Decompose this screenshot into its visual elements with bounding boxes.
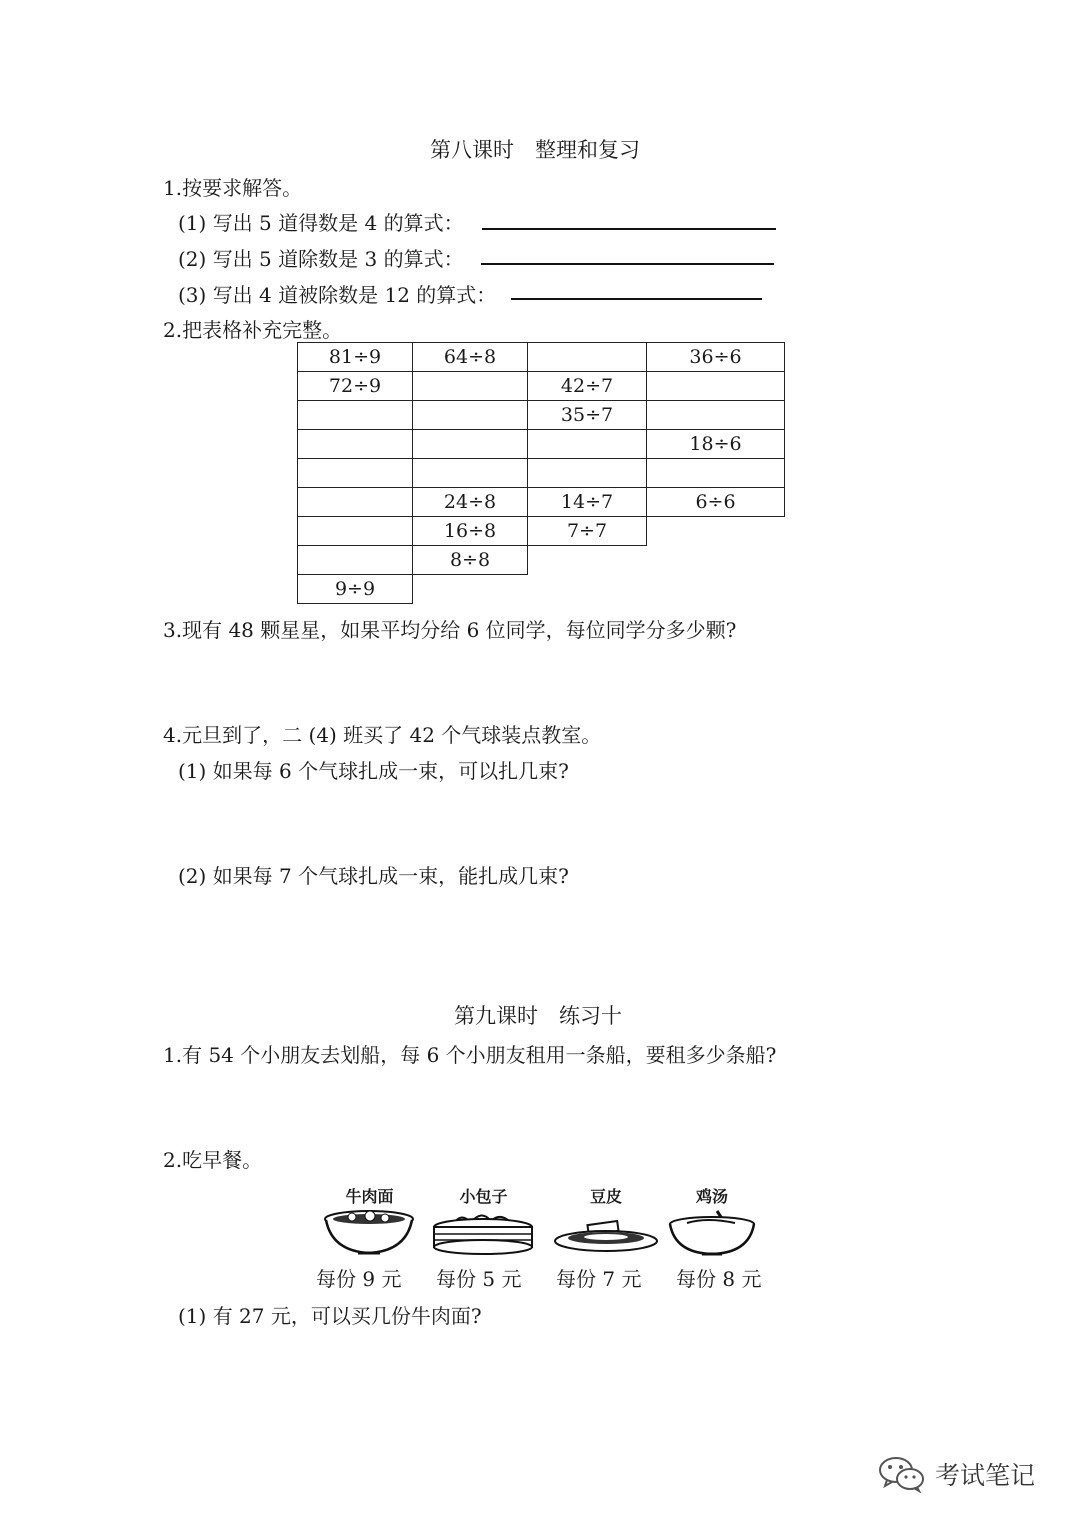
section9-title: 第九课时 练习十 bbox=[454, 1004, 622, 1028]
q4-part2: (2) 如果每 7 个气球扎成一束，能扎成几束? bbox=[178, 864, 569, 888]
table-row bbox=[298, 430, 785, 459]
food-chicken-soup bbox=[667, 1184, 757, 1261]
table-cell-blank[interactable] bbox=[298, 517, 413, 546]
table-cell: 8÷8 bbox=[413, 546, 528, 575]
q1-part3: (3) 写出 4 道被除数是 12 的算式： bbox=[178, 283, 497, 307]
price-beef-noodles: 每份 9 元 bbox=[316, 1267, 402, 1291]
table-cell: 35÷7 bbox=[528, 401, 647, 430]
table-cell: 72÷9 bbox=[298, 372, 413, 401]
table-empty-space bbox=[647, 546, 785, 575]
soup-bowl-icon bbox=[667, 1207, 757, 1257]
table-row bbox=[298, 372, 785, 401]
table-cell: 6÷6 bbox=[647, 488, 785, 517]
food-name: 豆皮 bbox=[589, 1187, 622, 1206]
table-empty-space bbox=[647, 575, 785, 604]
answer-blank-3[interactable] bbox=[511, 298, 762, 300]
table-row bbox=[298, 459, 785, 488]
table-cell-blank[interactable] bbox=[413, 401, 528, 430]
food-name: 小包子 bbox=[459, 1187, 508, 1206]
table-row bbox=[298, 546, 785, 575]
table-cell-blank[interactable] bbox=[298, 430, 413, 459]
table-cell: 36÷6 bbox=[647, 343, 785, 372]
table-row bbox=[298, 401, 785, 430]
plate-icon bbox=[552, 1207, 660, 1257]
table-cell-blank[interactable] bbox=[413, 372, 528, 401]
q3-text: 3.现有 48 颗星星，如果平均分给 6 位同学，每位同学分多少颗? bbox=[163, 618, 737, 642]
price-doupi: 每份 7 元 bbox=[556, 1267, 642, 1291]
table-cell-blank[interactable] bbox=[298, 401, 413, 430]
table-cell-blank[interactable] bbox=[647, 372, 785, 401]
table-cell-blank[interactable] bbox=[528, 459, 647, 488]
answer-blank-1[interactable] bbox=[482, 228, 776, 230]
table-empty-space bbox=[528, 546, 647, 575]
food-name: 鸡汤 bbox=[695, 1187, 728, 1206]
table-cell-blank[interactable] bbox=[298, 459, 413, 488]
table-cell-blank[interactable] bbox=[528, 430, 647, 459]
s9-q2-part1: (1) 有 27 元，可以买几份牛肉面? bbox=[178, 1304, 482, 1328]
q1-part1: (1) 写出 5 道得数是 4 的算式： bbox=[178, 211, 464, 235]
table-cell: 18÷6 bbox=[647, 430, 785, 459]
s9-q1-text: 1.有 54 个小朋友去划船，每 6 个小朋友租用一条船，要租多少条船? bbox=[163, 1043, 777, 1067]
wechat-icon bbox=[877, 1455, 927, 1493]
price-steamed-buns: 每份 5 元 bbox=[436, 1267, 522, 1291]
s9-q2-stem: 2.吃早餐。 bbox=[163, 1148, 263, 1172]
watermark bbox=[877, 1455, 1035, 1493]
food-beef-noodles bbox=[322, 1184, 417, 1261]
table-empty-space bbox=[647, 517, 785, 546]
table-cell-blank[interactable] bbox=[647, 459, 785, 488]
noodle-bowl-icon bbox=[322, 1207, 417, 1257]
watermark-text: 考试笔记 bbox=[935, 1461, 1036, 1490]
table-cell-blank[interactable] bbox=[298, 546, 413, 575]
table-empty-space bbox=[413, 575, 528, 604]
table-cell: 81÷9 bbox=[298, 343, 413, 372]
table-cell: 14÷7 bbox=[528, 488, 647, 517]
table-row bbox=[298, 575, 785, 604]
table-cell: 64÷8 bbox=[413, 343, 528, 372]
table-cell-blank[interactable] bbox=[528, 343, 647, 372]
q4-part1: (1) 如果每 6 个气球扎成一束，可以扎几束? bbox=[178, 759, 569, 783]
table-cell: 42÷7 bbox=[528, 372, 647, 401]
food-steamed-buns bbox=[431, 1184, 536, 1261]
q4-stem: 4.元旦到了，二 (4) 班买了 42 个气球装点教室。 bbox=[163, 723, 602, 747]
price-chicken-soup: 每份 8 元 bbox=[676, 1267, 762, 1291]
food-doupi bbox=[552, 1184, 660, 1261]
table-cell: 16÷8 bbox=[413, 517, 528, 546]
table-cell-blank[interactable] bbox=[413, 430, 528, 459]
table-cell-blank[interactable] bbox=[647, 401, 785, 430]
table-row bbox=[298, 343, 785, 372]
table-empty-space bbox=[528, 575, 647, 604]
q2-stem: 2.把表格补充完整。 bbox=[163, 318, 343, 342]
table-row bbox=[298, 517, 785, 546]
table-cell: 7÷7 bbox=[528, 517, 647, 546]
answer-blank-2[interactable] bbox=[481, 263, 774, 265]
steamer-basket-icon bbox=[431, 1207, 536, 1257]
table-cell: 24÷8 bbox=[413, 488, 528, 517]
q1-part2: (2) 写出 5 道除数是 3 的算式： bbox=[178, 247, 464, 271]
food-name: 牛肉面 bbox=[345, 1187, 394, 1206]
q1-stem: 1.按要求解答。 bbox=[163, 176, 303, 200]
table-cell-blank[interactable] bbox=[298, 488, 413, 517]
table-cell-blank[interactable] bbox=[413, 459, 528, 488]
table-cell: 9÷9 bbox=[298, 575, 413, 604]
table-row bbox=[298, 488, 785, 517]
division-table bbox=[297, 342, 785, 604]
section8-title: 第八课时 整理和复习 bbox=[430, 138, 640, 162]
